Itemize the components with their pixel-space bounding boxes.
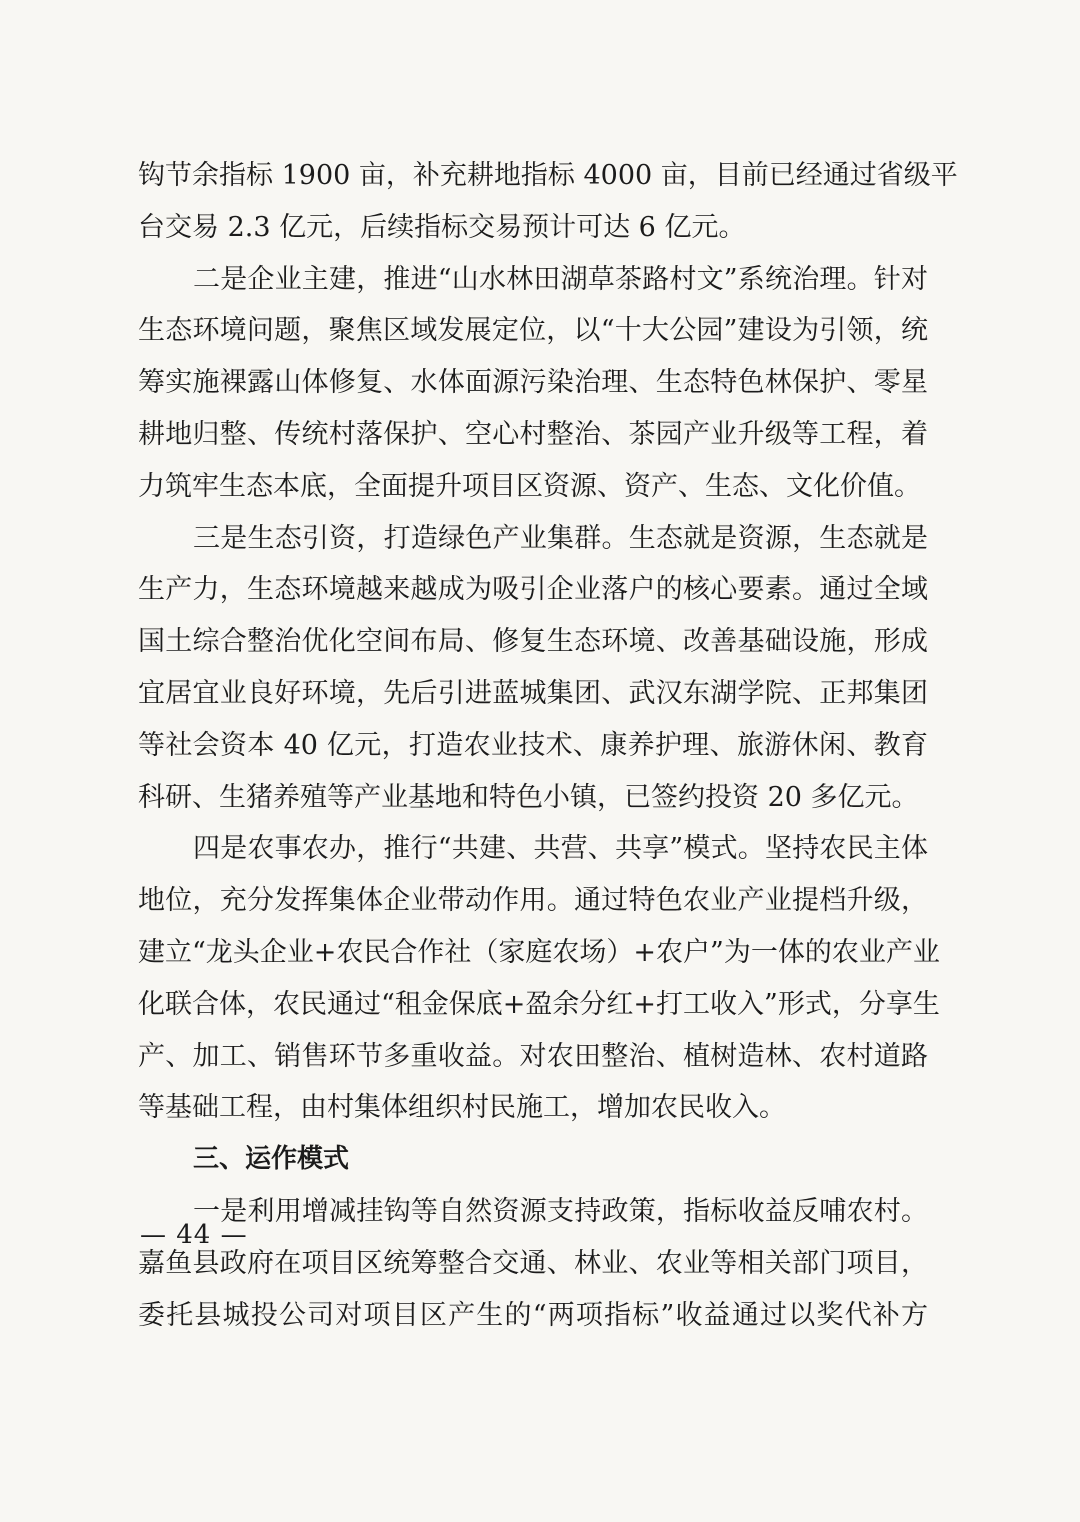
text-line: 委托县城投公司对项目区产生的“两项指标”收益通过以奖代补方 (138, 1299, 928, 1331)
page-number: — 44 — (140, 1220, 248, 1250)
paragraph-operation-mode (138, 1186, 928, 1341)
text-line: 力筑牢生态本底，全面提升项目区资源、资产、生态、文化价值。 (138, 470, 921, 502)
text-line: 三是生态引资，打造绿色产业集群。生态就是资源，生态就是 (193, 522, 928, 554)
text-line: 建立“龙头企业+农民合作社（家庭农场）+农户”为一体的农业产业 (138, 936, 940, 968)
text-line: 化联合体，农民通过“租金保底+盈余分红+打工收入”形式，分享生 (138, 988, 940, 1020)
text-line: 地位，充分发挥集体企业带动作用。通过特色农业产业提档升级， (138, 885, 928, 917)
text-line: 生态环境问题，聚焦区域发展定位，以“十大公园”建设为引领，统 (138, 315, 928, 347)
paragraph-ecological-investment (138, 513, 928, 824)
text-line: 钩节余指标 1900 亩，补充耕地指标 4000 亩，目前已经通过省级平 (138, 160, 958, 191)
text-line: 产、加工、销售环节多重收益。对农田整治、植树造林、农村道路 (138, 1040, 928, 1072)
text-line: 科研、生猪养殖等产业基地和特色小镇，已签约投资 20 多亿元。 (138, 781, 919, 813)
text-line: 嘉鱼县政府在项目区统筹整合交通、林业、农业等相关部门项目， (138, 1247, 928, 1279)
text-line: 筹实施裸露山体修复、水体面源污染治理、生态特色林保护、零星 (138, 367, 928, 399)
text-line: 台交易 2.3 亿元，后续指标交易预计可达 6 亿元。 (138, 211, 746, 243)
text-line: 宜居宜业良好环境，先后引进蓝城集团、武汉东湖学院、正邦集团 (138, 677, 928, 709)
document-body (138, 150, 958, 1341)
text-line: 等社会资本 40 亿元，打造农业技术、康养护理、旅游休闲、教育 (138, 729, 928, 761)
text-line: 生产力，生态环境越来越成为吸引企业落户的核心要素。通过全域 (138, 574, 928, 606)
text-line: 四是农事农办，推行“共建、共营、共享”模式。坚持农民主体 (193, 833, 928, 865)
text-line: 国土综合整治优化空间布局、修复生态环境、改善基础设施，形成 (138, 626, 928, 658)
paragraph-enterprise-led (138, 254, 928, 513)
paragraph-farmers-affairs (138, 823, 940, 1134)
text-line: 一是利用增减挂钩等自然资源支持政策，指标收益反哺农村。 (193, 1195, 928, 1227)
text-line: 等基础工程，由村集体组织村民施工，增加农民收入。 (138, 1092, 786, 1124)
section-heading: 三、运作模式 (193, 1144, 350, 1175)
paragraph-continued (138, 150, 958, 254)
text-line: 二是企业主建，推进“山水林田湖草茶路村文”系统治理。针对 (193, 263, 928, 295)
text-line: 耕地归整、传统村落保护、空心村整治、茶园产业升级等工程，着 (138, 418, 928, 450)
